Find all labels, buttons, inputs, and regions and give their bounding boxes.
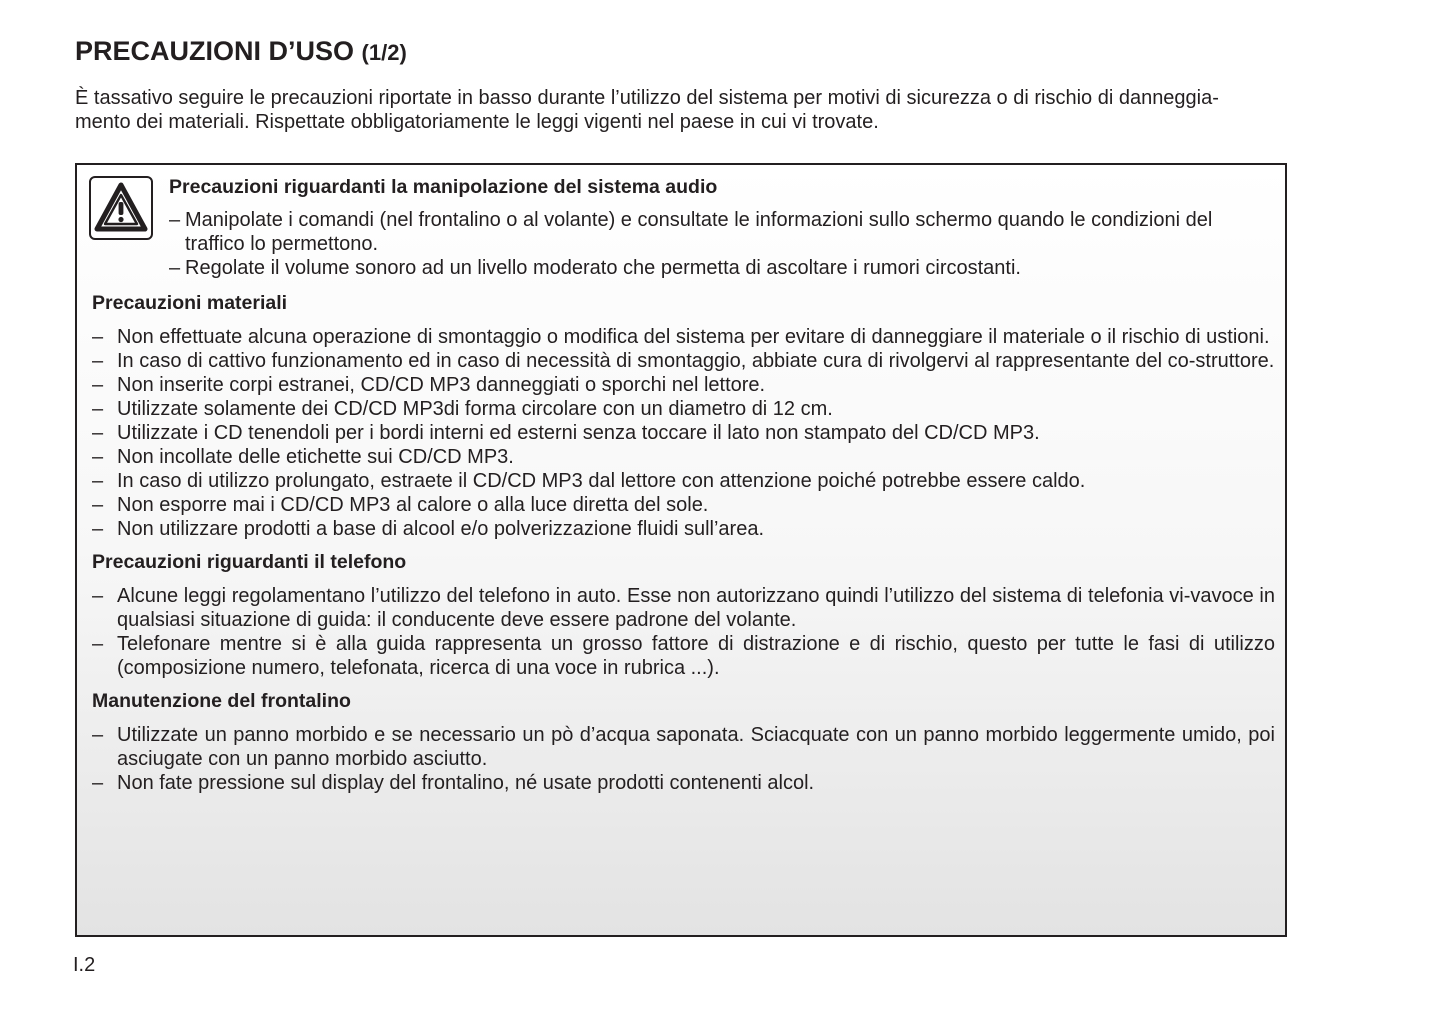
list-item-text: Non utilizzare prodotti a base di alcool e/o polverizzazione fluidi sull’area. bbox=[117, 518, 765, 540]
dash-bullet: – bbox=[92, 494, 104, 516]
list-item-text: Utilizzate un panno morbido e se necessario un pò d’acqua saponata. Sciacquate con un panno morbido leggermente umido, poi asciugate con un panno morbido asciutto. bbox=[117, 724, 1275, 770]
page-number: I.2 bbox=[73, 954, 96, 976]
list-item bbox=[92, 632, 1275, 680]
maintenance-heading: Manutenzione del frontalino bbox=[92, 690, 351, 712]
page-title-part: (1/2) bbox=[361, 40, 407, 65]
list-item bbox=[169, 256, 1275, 280]
materials-list bbox=[92, 325, 1275, 541]
audio-precautions-heading: Precauzioni riguardanti la manipolazione del sistema audio bbox=[169, 176, 718, 198]
list-item bbox=[92, 469, 1275, 493]
dash-bullet: – bbox=[92, 518, 104, 540]
dash-bullet: – bbox=[92, 724, 104, 746]
list-item bbox=[92, 493, 1275, 517]
intro-line-1: È tassativo seguire le precauzioni riportate in basso durante l’utilizzo del sistema per motivi di sicurezza o di rischio di danneggia- bbox=[75, 87, 1219, 109]
page-title bbox=[75, 36, 407, 67]
precautions-box bbox=[75, 163, 1287, 937]
page-title-main: PRECAUZIONI D’USO bbox=[75, 36, 355, 66]
dash-bullet: – bbox=[92, 633, 104, 655]
list-item-text: Utilizzate solamente dei CD/CD MP3di forma circolare con un diametro di 12 cm. bbox=[117, 398, 833, 420]
list-item bbox=[92, 771, 1275, 795]
list-item bbox=[92, 325, 1275, 349]
maintenance-list bbox=[92, 723, 1275, 795]
dash-bullet: – bbox=[169, 209, 181, 231]
intro-line-2: mento dei materiali. Rispettate obbligatoriamente le leggi vigenti nel paese in cui vi trovate. bbox=[75, 111, 879, 133]
list-item bbox=[92, 421, 1275, 445]
dash-bullet: – bbox=[92, 374, 104, 396]
list-item-text: Telefonare mentre si è alla guida rappresenta un grosso fattore di distrazione e di rischio, questo per tutte le fasi di utilizzo (composizione numero, telefonata, ricerca di una voce in rubrica ...). bbox=[117, 633, 1275, 679]
list-item-text: Alcune leggi regolamentano l’utilizzo del telefono in auto. Esse non autorizzano quindi l’utilizzo del sistema di telefonia vi-vavoce in qualsiasi situazione di guida: il conducente deve essere padrone del volante. bbox=[117, 585, 1275, 631]
dash-bullet: – bbox=[92, 585, 104, 607]
list-item bbox=[92, 349, 1275, 373]
maintenance-section bbox=[92, 689, 1275, 795]
list-item-text: Non effettuate alcuna operazione di smontaggio o modifica del sistema per evitare di danneggiare il materiale o il rischio di ustioni. bbox=[117, 326, 1270, 348]
list-item-text: Regolate il volume sonoro ad un livello moderato che permetta di ascoltare i rumori circostanti. bbox=[185, 257, 1021, 279]
list-item-text: Non fate pressione sul display del frontalino, né usate prodotti contenenti alcol. bbox=[117, 772, 815, 794]
dash-bullet: – bbox=[92, 398, 104, 420]
list-item-text: In caso di utilizzo prolungato, estraete il CD/CD MP3 dal lettore con attenzione poiché potrebbe essere caldo. bbox=[117, 470, 1086, 492]
materials-heading: Precauzioni materiali bbox=[92, 292, 288, 314]
dash-bullet: – bbox=[92, 350, 104, 372]
dash-bullet: – bbox=[92, 422, 104, 444]
list-item bbox=[92, 584, 1275, 632]
list-item-text: Non incollate delle etichette sui CD/CD MP3. bbox=[117, 446, 514, 468]
phone-list bbox=[92, 584, 1275, 680]
dash-bullet: – bbox=[92, 772, 104, 794]
list-item-text: Utilizzate i CD tenendoli per i bordi interni ed esterni senza toccare il lato non stampato del CD/CD MP3. bbox=[117, 422, 1040, 444]
phone-section bbox=[92, 550, 1275, 680]
warning-triangle-icon bbox=[89, 176, 153, 240]
precautions-sections bbox=[92, 291, 1275, 804]
dash-bullet: – bbox=[92, 446, 104, 468]
list-item-text: Manipolate i comandi (nel frontalino o al volante) e consultate le informazioni sullo schermo quando le condizioni del traffico lo permettono. bbox=[185, 209, 1213, 255]
list-item bbox=[92, 517, 1275, 541]
list-item bbox=[92, 723, 1275, 771]
list-item-text: Non inserite corpi estranei, CD/CD MP3 danneggiati o sporchi nel lettore. bbox=[117, 374, 766, 396]
phone-heading: Precauzioni riguardanti il telefono bbox=[92, 551, 407, 573]
audio-precautions-section bbox=[169, 175, 1275, 280]
intro-paragraph bbox=[75, 86, 1291, 134]
dash-bullet: – bbox=[169, 257, 181, 279]
audio-precautions-list bbox=[169, 208, 1275, 280]
list-item bbox=[169, 208, 1275, 256]
list-item-text: Non esporre mai i CD/CD MP3 al calore o alla luce diretta del sole. bbox=[117, 494, 709, 516]
list-item bbox=[92, 373, 1275, 397]
dash-bullet: – bbox=[92, 326, 104, 348]
materials-section bbox=[92, 291, 1275, 541]
dash-bullet: – bbox=[92, 470, 104, 492]
list-item bbox=[92, 445, 1275, 469]
list-item bbox=[92, 397, 1275, 421]
list-item-text: In caso di cattivo funzionamento ed in caso di necessità di smontaggio, abbiate cura di rivolgervi al rappresentante del co-struttore. bbox=[117, 350, 1275, 372]
